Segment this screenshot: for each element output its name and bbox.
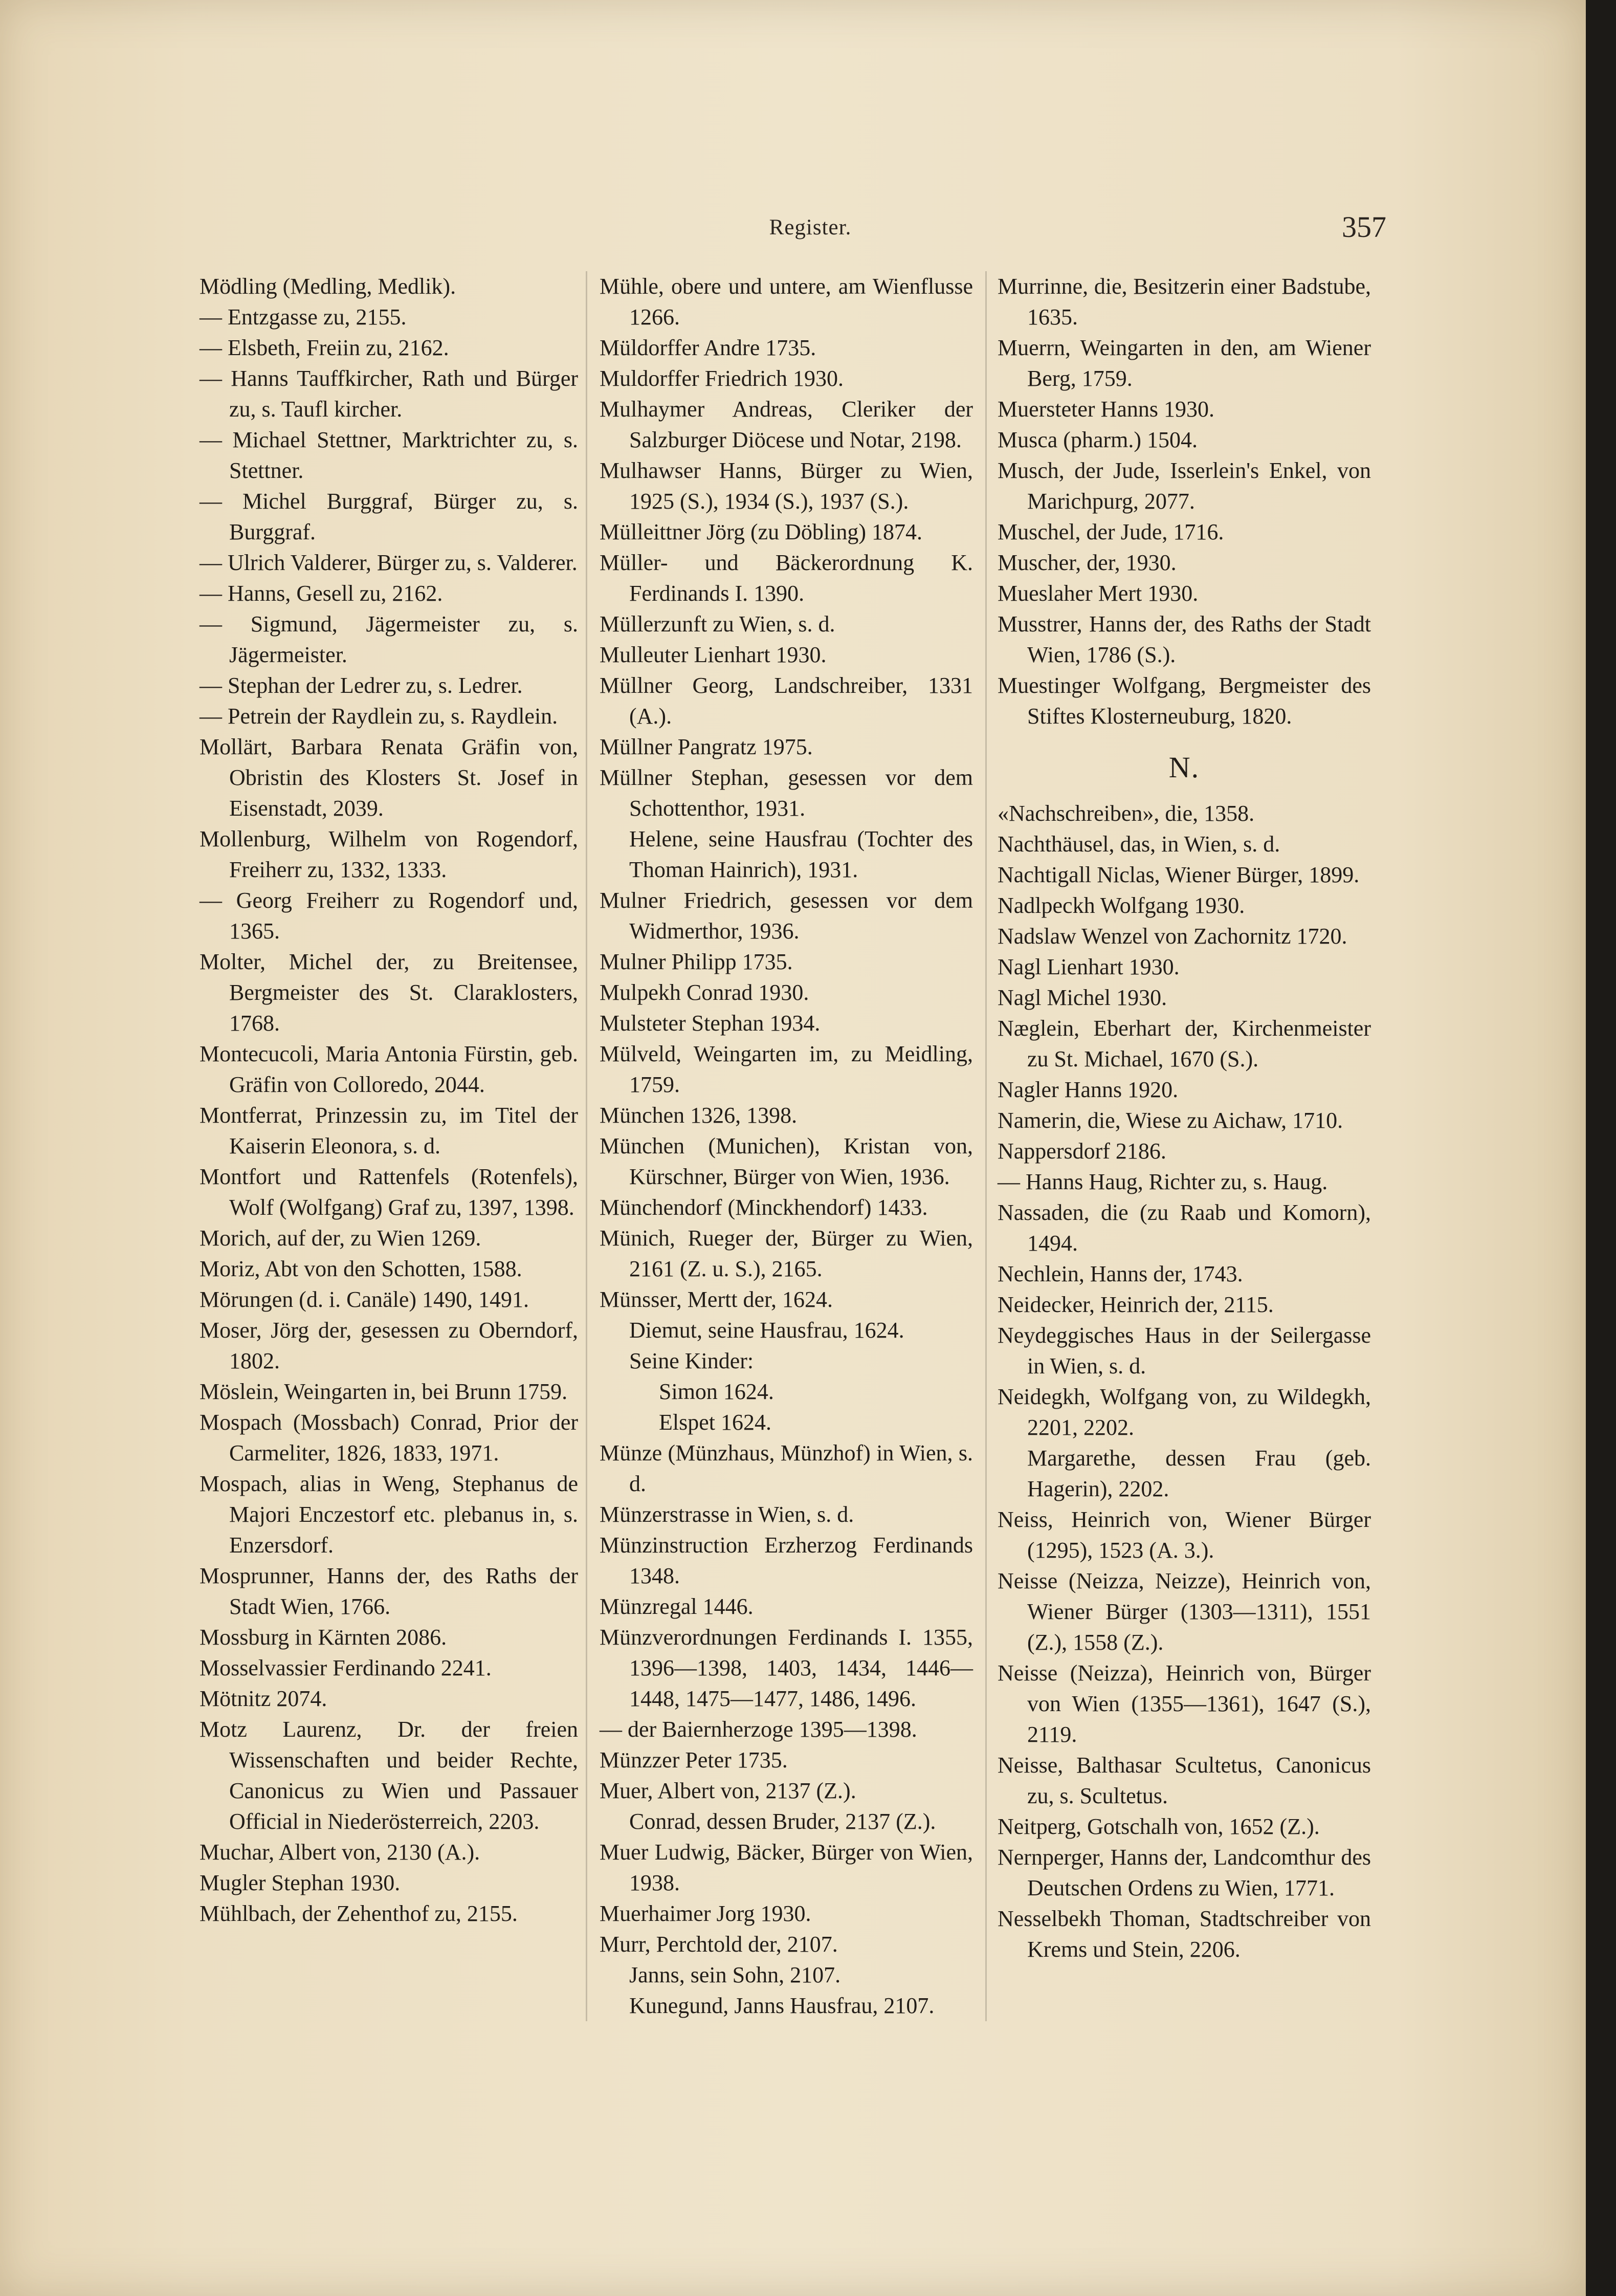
index-entry: Müllerzunft zu Wien, s. d. bbox=[600, 611, 835, 637]
index-entry: Neisse (Neizza, Neizze), Heinrich von, Wiener Bürger (1303—1311), 1551 (Z.), 1558 (Z.). bbox=[998, 1568, 1371, 1655]
index-entry: Diemut, seine Hausfrau, 1624. bbox=[629, 1318, 904, 1343]
index-entry: Mollenburg, Wilhelm von Rogendorf, Freiherr zu, 1332, 1333. bbox=[200, 826, 578, 882]
index-entry: «Nachschreiben», die, 1358. bbox=[998, 801, 1255, 826]
index-entry: Muerhaimer Jorg 1930. bbox=[600, 1901, 811, 1926]
index-entry: Mosselvassier Ferdinando 2241. bbox=[200, 1655, 492, 1680]
index-entry: Münich, Rueger der, Bürger zu Wien, 2161 (Z. u. S.), 2165. bbox=[600, 1226, 973, 1281]
index-entry: — Hanns Tauffkircher, Rath und Bürger zu, s. Taufl kircher. bbox=[200, 366, 578, 422]
index-entry: Mulhaymer Andreas, Cleriker der Salzburger Diöcese und Notar, 2198. bbox=[600, 397, 973, 452]
index-entry: Mulleuter Lienhart 1930. bbox=[600, 642, 827, 667]
index-entry: Neisse, Balthasar Scultetus, Canonicus zu, s. Scultetus. bbox=[998, 1753, 1371, 1808]
index-entry: Musch, der Jude, Isserlein's Enkel, von Marichpurg, 2077. bbox=[998, 458, 1371, 514]
index-entry: Seine Kinder: bbox=[629, 1348, 754, 1373]
index-entry: Neidegkh, Wolfgang von, zu Wildegkh, 2201, 2202. bbox=[998, 1384, 1371, 1440]
index-entry: Muschel, der Jude, 1716. bbox=[998, 519, 1224, 544]
index-entry: Nadslaw Wenzel von Zachornitz 1720. bbox=[998, 924, 1347, 949]
index-entry: Muscher, der, 1930. bbox=[998, 550, 1177, 575]
index-entry: Muersteter Hanns 1930. bbox=[998, 397, 1215, 422]
index-entry: Mossburg in Kärnten 2086. bbox=[200, 1625, 447, 1650]
index-entry: — Entzgasse zu, 2155. bbox=[200, 304, 407, 330]
index-entry: Motz Laurenz, Dr. der freien Wissenschaften und beider Rechte, Canonicus zu Wien und Passauer Official in Niederösterreich, 2203. bbox=[200, 1717, 578, 1834]
index-entry: Münzzer Peter 1735. bbox=[600, 1747, 788, 1773]
index-entry: — Georg Freiherr zu Rogendorf und, 1365. bbox=[200, 888, 578, 944]
index-entry: Mollärt, Barbara Renata Gräfin von, Obristin des Klosters St. Josef in Eisenstadt, 2039. bbox=[200, 734, 578, 821]
index-entry: Janns, sein Sohn, 2107. bbox=[629, 1962, 841, 1987]
index-entry: Neydeggisches Haus in der Seilergasse in Wien, s. d. bbox=[998, 1323, 1371, 1379]
index-entry: — Sigmund, Jägermeister zu, s. Jägermeister. bbox=[200, 611, 578, 667]
index-entry: Musstrer, Hanns der, des Raths der Stadt Wien, 1786 (S.). bbox=[998, 611, 1371, 667]
index-column-2 bbox=[600, 271, 973, 2021]
index-entry: Nappersdorf 2186. bbox=[998, 1139, 1166, 1164]
index-entry: Muestinger Wolfgang, Bergmeister des Stiftes Klosterneuburg, 1820. bbox=[998, 673, 1371, 729]
index-entry: — Hanns Haug, Richter zu, s. Haug. bbox=[998, 1169, 1328, 1194]
index-entry: Münze (Münzhaus, Münzhof) in Wien, s. d. bbox=[600, 1440, 973, 1496]
index-entry: München (Munichen), Kristan von, Kürschner, Bürger von Wien, 1936. bbox=[600, 1133, 973, 1189]
index-entry: Neiss, Heinrich von, Wiener Bürger (1295), 1523 (A. 3.). bbox=[998, 1507, 1371, 1563]
index-entry: Münzverordnungen Ferdinands I. 1355, 1396—1398, 1403, 1434, 1446—1448, 1475—1477, 1486, 1496. bbox=[600, 1625, 973, 1711]
index-entry: Nachtigall Niclas, Wiener Bürger, 1899. bbox=[998, 862, 1360, 887]
section-letter: N. bbox=[1168, 751, 1200, 784]
index-entry: Mörungen (d. i. Canäle) 1490, 1491. bbox=[200, 1287, 529, 1312]
index-entry: Münzerstrasse in Wien, s. d. bbox=[600, 1502, 854, 1527]
index-entry: Mülleittner Jörg (zu Döbling) 1874. bbox=[600, 519, 922, 544]
index-column-1 bbox=[200, 271, 578, 1929]
column-rule bbox=[586, 271, 587, 2021]
index-entry: Müllner Stephan, gesessen vor dem Schottenthor, 1931. bbox=[600, 765, 973, 821]
index-entry: Nagl Michel 1930. bbox=[998, 985, 1167, 1010]
index-entry: Mosprunner, Hanns der, des Raths der Stadt Wien, 1766. bbox=[200, 1563, 578, 1619]
index-entry: Mulner Philipp 1735. bbox=[600, 949, 793, 974]
index-entry: Montecucoli, Maria Antonia Fürstin, geb. Gräfin von Colloredo, 2044. bbox=[200, 1041, 578, 1097]
column-rule bbox=[985, 271, 987, 2021]
index-entry: Neitperg, Gotschalh von, 1652 (Z.). bbox=[998, 1814, 1320, 1839]
index-entry: München 1326, 1398. bbox=[600, 1103, 798, 1128]
index-entry: Mulpekh Conrad 1930. bbox=[600, 980, 809, 1005]
index-entry: Mospach, alias in Weng, Stephanus de Majori Enczestorf etc. plebanus in, s. Enzersdorf. bbox=[200, 1471, 578, 1558]
index-entry: Muldorffer Friedrich 1930. bbox=[600, 366, 844, 391]
index-entry: Mulhawser Hanns, Bürger zu Wien, 1925 (S.), 1934 (S.), 1937 (S.). bbox=[600, 458, 973, 514]
index-entry: Nechlein, Hanns der, 1743. bbox=[998, 1261, 1243, 1286]
index-entry: Helene, seine Hausfrau (Tochter des Thoman Hainrich), 1931. bbox=[629, 826, 973, 882]
index-entry: Münchendorf (Minckhendorf) 1433. bbox=[600, 1195, 928, 1220]
index-entry: Namerin, die, Wiese zu Aichaw, 1710. bbox=[998, 1108, 1343, 1133]
index-entry: Conrad, dessen Bruder, 2137 (Z.). bbox=[629, 1809, 936, 1834]
index-entry: Montfort und Rattenfels (Rotenfels), Wolf (Wolfgang) Graf zu, 1397, 1398. bbox=[200, 1164, 578, 1220]
page-number: 357 bbox=[1342, 210, 1386, 244]
index-entry: — der Baiernherzoge 1395—1398. bbox=[600, 1717, 917, 1742]
index-entry: Nernperger, Hanns der, Landcomthur des Deutschen Ordens zu Wien, 1771. bbox=[998, 1845, 1371, 1900]
index-entry: Nesselbekh Thoman, Stadtschreiber von Krems und Stein, 2206. bbox=[998, 1906, 1371, 1962]
index-entry: Molter, Michel der, zu Breitensee, Bergmeister des St. Claraklosters, 1768. bbox=[200, 949, 578, 1036]
index-entry: Muerrn, Weingarten in den, am Wiener Berg, 1759. bbox=[998, 335, 1371, 391]
running-head: Register. bbox=[769, 215, 852, 239]
index-entry: Münzregal 1446. bbox=[600, 1594, 754, 1619]
index-entry: Murrinne, die, Besitzerin einer Badstube, 1635. bbox=[998, 274, 1371, 330]
index-entry: Mühle, obere und untere, am Wienflusse 1266. bbox=[600, 274, 973, 330]
index-entry: Müllner Pangratz 1975. bbox=[600, 734, 813, 759]
index-entry: Mödling (Medling, Medlik). bbox=[200, 274, 456, 299]
index-entry: Næglein, Eberhart der, Kirchenmeister zu St. Michael, 1670 (S.). bbox=[998, 1016, 1371, 1072]
index-entry: Müllner Georg, Landschreiber, 1331 (A.). bbox=[600, 673, 973, 729]
index-entry: Musca (pharm.) 1504. bbox=[998, 427, 1198, 452]
index-entry: — Michael Stettner, Marktrichter zu, s. Stettner. bbox=[200, 427, 578, 483]
index-entry: Moser, Jörg der, gesessen zu Oberndorf, 1802. bbox=[200, 1318, 578, 1373]
index-entry: — Ulrich Valderer, Bürger zu, s. Valderer. bbox=[200, 550, 578, 575]
index-entry: Mospach (Mossbach) Conrad, Prior der Carmeliter, 1826, 1833, 1971. bbox=[200, 1410, 578, 1466]
index-entry: Nagler Hanns 1920. bbox=[998, 1077, 1179, 1102]
index-column-3 bbox=[998, 271, 1371, 1965]
index-entry: Münzinstruction Erzherzog Ferdinands 1348. bbox=[600, 1533, 973, 1588]
index-entry: Mulner Friedrich, gesessen vor dem Widmerthor, 1936. bbox=[600, 888, 973, 944]
index-entry: Mueslaher Mert 1930. bbox=[998, 581, 1199, 606]
index-entry: Murr, Perchtold der, 2107. bbox=[600, 1932, 838, 1957]
index-entry: — Stephan der Ledrer zu, s. Ledrer. bbox=[200, 673, 523, 698]
index-entry: Mühlbach, der Zehenthof zu, 2155. bbox=[200, 1901, 518, 1926]
index-entry: Nagl Lienhart 1930. bbox=[998, 954, 1180, 979]
index-entry: Möslein, Weingarten in, bei Brunn 1759. bbox=[200, 1379, 568, 1404]
index-entry: Margarethe, dessen Frau (geb. Hagerin), 2202. bbox=[1027, 1446, 1371, 1501]
index-entry: Nachthäusel, das, in Wien, s. d. bbox=[998, 832, 1280, 857]
index-entry: Kunegund, Janns Hausfrau, 2107. bbox=[629, 1993, 935, 2018]
index-entry: — Michel Burggraf, Bürger zu, s. Burggraf. bbox=[200, 489, 578, 544]
index-entry: Mugler Stephan 1930. bbox=[200, 1870, 401, 1895]
index-entry: Simon 1624. bbox=[659, 1379, 774, 1404]
index-entry: Muchar, Albert von, 2130 (A.). bbox=[200, 1840, 480, 1865]
index-entry: Muer Ludwig, Bäcker, Bürger von Wien, 1938. bbox=[600, 1840, 973, 1895]
index-entry: — Elsbeth, Freiin zu, 2162. bbox=[200, 335, 449, 360]
index-entry: Montferrat, Prinzessin zu, im Titel der Kaiserin Eleonora, s. d. bbox=[200, 1103, 578, 1158]
index-entry: Elspet 1624. bbox=[659, 1410, 771, 1435]
index-entry: Neisse (Neizza), Heinrich von, Bürger von Wien (1355—1361), 1647 (S.), 2119. bbox=[998, 1660, 1371, 1747]
index-entry: Münsser, Mertt der, 1624. bbox=[600, 1287, 833, 1312]
index-entry: — Hanns, Gesell zu, 2162. bbox=[200, 581, 443, 606]
index-entry: Nadlpeckh Wolfgang 1930. bbox=[998, 893, 1245, 918]
index-entry: Müldorffer Andre 1735. bbox=[600, 335, 816, 360]
index-entry: Morich, auf der, zu Wien 1269. bbox=[200, 1226, 481, 1251]
index-entry: Müller- und Bäckerordnung K. Ferdinands I. 1390. bbox=[600, 550, 973, 606]
index-entry: — Petrein der Raydlein zu, s. Raydlein. bbox=[200, 704, 558, 729]
index-entry: Mötnitz 2074. bbox=[200, 1686, 327, 1711]
index-entry: Mulsteter Stephan 1934. bbox=[600, 1011, 821, 1036]
index-entry: Moriz, Abt von den Schotten, 1588. bbox=[200, 1256, 522, 1281]
index-entry: Mülveld, Weingarten im, zu Meidling, 1759. bbox=[600, 1041, 973, 1097]
index-entry: Muer, Albert von, 2137 (Z.). bbox=[600, 1778, 856, 1803]
index-entry: Nassaden, die (zu Raab und Komorn), 1494. bbox=[998, 1200, 1371, 1256]
index-entry: Neidecker, Heinrich der, 2115. bbox=[998, 1292, 1274, 1317]
